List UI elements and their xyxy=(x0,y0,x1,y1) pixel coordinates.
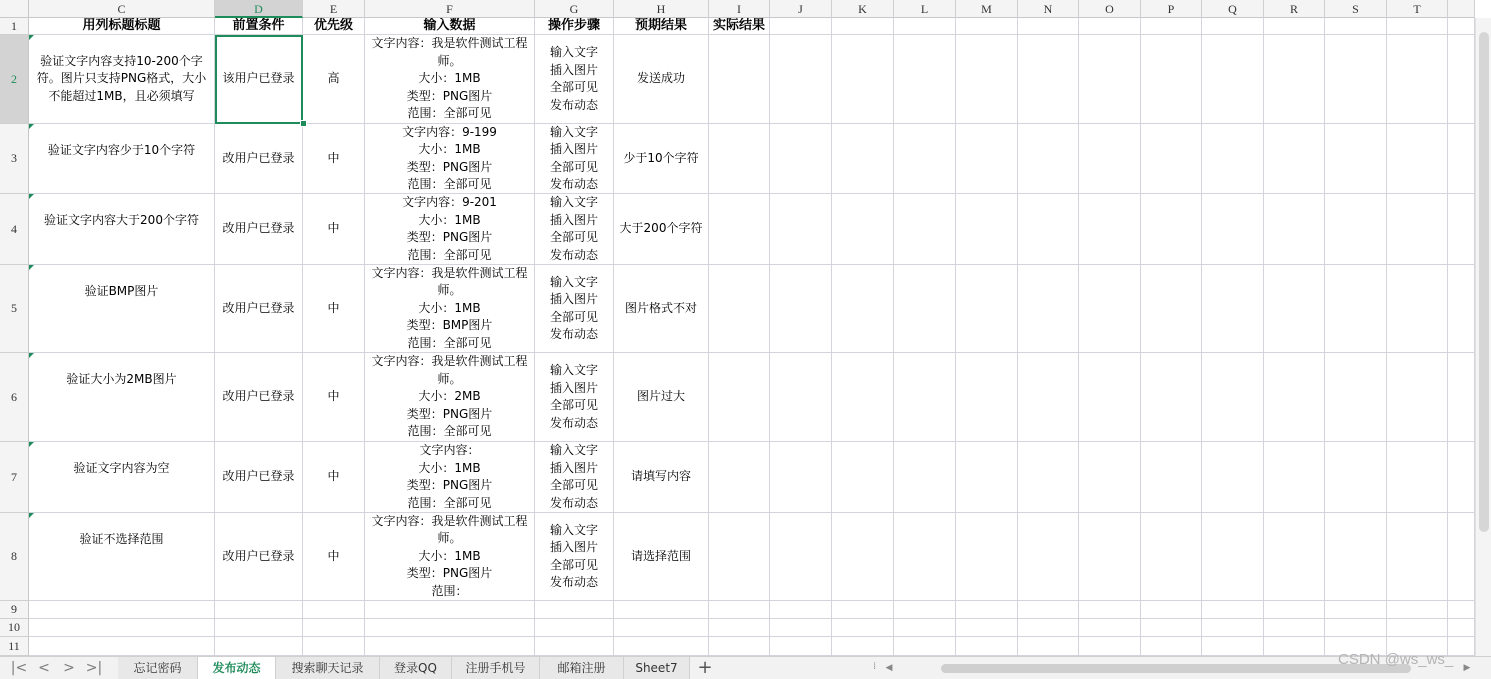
cell-l7[interactable] xyxy=(894,442,956,513)
cell-k11[interactable] xyxy=(832,637,894,656)
header-cell-1[interactable]: 前置条件 xyxy=(215,18,303,35)
precondition-cell-7[interactable]: 改用户已登录 xyxy=(215,442,303,513)
cell-k10[interactable] xyxy=(832,619,894,637)
cell-p8[interactable] xyxy=(1141,513,1202,601)
cell-n1[interactable] xyxy=(1018,18,1079,35)
cell-n9[interactable] xyxy=(1018,601,1079,619)
cell-blank1[interactable] xyxy=(1448,18,1475,35)
cell-s2[interactable] xyxy=(1325,35,1387,124)
title-cell-2[interactable]: 验证文字内容支持10-200个字符。图片只支持PNG格式，大小不能超过1MB，且必须填写 xyxy=(29,35,215,124)
expected-cell-5[interactable]: 图片格式不对 xyxy=(614,265,709,353)
cell-k4[interactable] xyxy=(832,194,894,265)
input-cell-7[interactable]: 文字内容： 大小：1MB 类型：PNG图片 范围：全部可见 xyxy=(365,442,535,513)
cell-i11[interactable] xyxy=(709,637,770,656)
cell-k6[interactable] xyxy=(832,353,894,442)
precondition-cell-5[interactable]: 改用户已登录 xyxy=(215,265,303,353)
cell-t9[interactable] xyxy=(1387,601,1448,619)
cell-l2[interactable] xyxy=(894,35,956,124)
cell-t8[interactable] xyxy=(1387,513,1448,601)
cell-blank5[interactable] xyxy=(1448,265,1475,353)
cell-k1[interactable] xyxy=(832,18,894,35)
input-cell-6[interactable]: 文字内容：我是软件测试工程师。 大小：2MB 类型：PNG图片 范围：全部可见 xyxy=(365,353,535,442)
cell-t1[interactable] xyxy=(1387,18,1448,35)
cell-o4[interactable] xyxy=(1079,194,1141,265)
precondition-cell-4[interactable]: 改用户已登录 xyxy=(215,194,303,265)
precondition-cell-6[interactable]: 改用户已登录 xyxy=(215,353,303,442)
cell-k9[interactable] xyxy=(832,601,894,619)
precondition-cell-2[interactable]: 该用户已登录 xyxy=(215,35,303,124)
cell-m5[interactable] xyxy=(956,265,1018,353)
cell-o6[interactable] xyxy=(1079,353,1141,442)
cell-e10[interactable] xyxy=(303,619,365,637)
cell-c10[interactable] xyxy=(29,619,215,637)
cell-m10[interactable] xyxy=(956,619,1018,637)
cell-r3[interactable] xyxy=(1264,124,1325,194)
cell-k8[interactable] xyxy=(832,513,894,601)
cell-j4[interactable] xyxy=(770,194,832,265)
cell-blank8[interactable] xyxy=(1448,513,1475,601)
watermark: CSDN @ws_ws_ xyxy=(1338,651,1454,668)
row-header-11[interactable]: 11 xyxy=(0,637,29,656)
cell-l10[interactable] xyxy=(894,619,956,637)
column-header-t[interactable]: T xyxy=(1387,0,1448,18)
cell-i9[interactable] xyxy=(709,601,770,619)
cell-s5[interactable] xyxy=(1325,265,1387,353)
column-header-q[interactable]: Q xyxy=(1202,0,1264,18)
row-header-5[interactable]: 5 xyxy=(0,265,29,353)
column-header-d[interactable]: D xyxy=(215,0,303,18)
column-header-f[interactable]: F xyxy=(365,0,535,18)
column-header-blank[interactable] xyxy=(1448,0,1475,18)
cell-p1[interactable] xyxy=(1141,18,1202,35)
cell-h11[interactable] xyxy=(614,637,709,656)
title-cell-8[interactable]: 验证不选择范围 xyxy=(29,513,215,601)
cell-s6[interactable] xyxy=(1325,353,1387,442)
cell-s10[interactable] xyxy=(1325,619,1387,637)
steps-cell-6[interactable]: 输入文字 插入图片 全部可见 发布动态 xyxy=(535,353,614,442)
cell-q7[interactable] xyxy=(1202,442,1264,513)
last-sheet-icon[interactable]: >| xyxy=(85,660,103,676)
fill-handle[interactable] xyxy=(300,120,307,127)
cell-p11[interactable] xyxy=(1141,637,1202,656)
input-cell-4[interactable]: 文字内容：9-201 大小：1MB 类型：PNG图片 范围：全部可见 xyxy=(365,194,535,265)
cell-m2[interactable] xyxy=(956,35,1018,124)
priority-cell-7[interactable]: 中 xyxy=(303,442,365,513)
title-cell-3[interactable]: 验证文字内容少于10个字符 xyxy=(29,124,215,194)
cell-n4[interactable] xyxy=(1018,194,1079,265)
cell-s9[interactable] xyxy=(1325,601,1387,619)
header-cell-2[interactable]: 优先级 xyxy=(303,18,365,35)
scroll-right-icon[interactable]: ▶ xyxy=(1463,663,1471,673)
row-header-9[interactable]: 9 xyxy=(0,601,29,619)
actual-cell-8[interactable] xyxy=(709,513,770,601)
cell-n2[interactable] xyxy=(1018,35,1079,124)
cell-blank7[interactable] xyxy=(1448,442,1475,513)
sheet-tab-6[interactable]: Sheet7 xyxy=(624,657,690,679)
cell-s1[interactable] xyxy=(1325,18,1387,35)
row-header-7[interactable]: 7 xyxy=(0,442,29,513)
cell-j7[interactable] xyxy=(770,442,832,513)
expected-cell-4[interactable]: 大于200个字符 xyxy=(614,194,709,265)
cell-p10[interactable] xyxy=(1141,619,1202,637)
cell-l6[interactable] xyxy=(894,353,956,442)
cell-k7[interactable] xyxy=(832,442,894,513)
expected-cell-8[interactable]: 请选择范围 xyxy=(614,513,709,601)
cell-i10[interactable] xyxy=(709,619,770,637)
select-all-corner[interactable] xyxy=(0,0,29,18)
sheet-tab-1[interactable]: 发布动态 xyxy=(198,657,276,679)
cell-t3[interactable] xyxy=(1387,124,1448,194)
cell-t5[interactable] xyxy=(1387,265,1448,353)
header-cell-3[interactable]: 输入数据 xyxy=(365,18,535,35)
cell-t4[interactable] xyxy=(1387,194,1448,265)
priority-cell-8[interactable]: 中 xyxy=(303,513,365,601)
cell-blank3[interactable] xyxy=(1448,124,1475,194)
title-cell-6[interactable]: 验证大小为2MB图片 xyxy=(29,353,215,442)
cell-r10[interactable] xyxy=(1264,619,1325,637)
priority-cell-4[interactable]: 中 xyxy=(303,194,365,265)
cell-l5[interactable] xyxy=(894,265,956,353)
cell-n10[interactable] xyxy=(1018,619,1079,637)
cell-s7[interactable] xyxy=(1325,442,1387,513)
cell-t10[interactable] xyxy=(1387,619,1448,637)
prev-sheet-icon[interactable]: < xyxy=(38,660,50,676)
first-sheet-icon[interactable]: |< xyxy=(10,660,28,676)
cell-p5[interactable] xyxy=(1141,265,1202,353)
expected-cell-3[interactable]: 少于10个字符 xyxy=(614,124,709,194)
cell-t2[interactable] xyxy=(1387,35,1448,124)
cell-m8[interactable] xyxy=(956,513,1018,601)
cell-j10[interactable] xyxy=(770,619,832,637)
column-header-o[interactable]: O xyxy=(1079,0,1141,18)
cell-g9[interactable] xyxy=(535,601,614,619)
column-header-s[interactable]: S xyxy=(1325,0,1387,18)
cell-m9[interactable] xyxy=(956,601,1018,619)
cell-m1[interactable] xyxy=(956,18,1018,35)
cell-q10[interactable] xyxy=(1202,619,1264,637)
cell-r9[interactable] xyxy=(1264,601,1325,619)
steps-cell-7[interactable]: 输入文字 插入图片 全部可见 发布动态 xyxy=(535,442,614,513)
cell-j6[interactable] xyxy=(770,353,832,442)
cell-k2[interactable] xyxy=(832,35,894,124)
cell-o1[interactable] xyxy=(1079,18,1141,35)
steps-cell-2[interactable]: 输入文字 插入图片 全部可见 发布动态 xyxy=(535,35,614,124)
row-header-3[interactable]: 3 xyxy=(0,124,29,194)
cell-f10[interactable] xyxy=(365,619,535,637)
header-cell-0[interactable]: 用列标题标题 xyxy=(29,18,215,35)
priority-cell-2[interactable]: 高 xyxy=(303,35,365,124)
steps-cell-4[interactable]: 输入文字 插入图片 全部可见 发布动态 xyxy=(535,194,614,265)
cell-o9[interactable] xyxy=(1079,601,1141,619)
actual-cell-7[interactable] xyxy=(709,442,770,513)
cell-f9[interactable] xyxy=(365,601,535,619)
scroll-left-icon[interactable]: ◀ xyxy=(885,663,893,673)
cell-q8[interactable] xyxy=(1202,513,1264,601)
cell-r6[interactable] xyxy=(1264,353,1325,442)
row-header-6[interactable]: 6 xyxy=(0,353,29,442)
scroll-split-handle[interactable]: ⁞ xyxy=(873,661,877,672)
input-cell-8[interactable]: 文字内容：我是软件测试工程师。 大小：1MB 类型：PNG图片 范围： xyxy=(365,513,535,601)
cell-j8[interactable] xyxy=(770,513,832,601)
cell-o2[interactable] xyxy=(1079,35,1141,124)
cell-s3[interactable] xyxy=(1325,124,1387,194)
cell-blank2[interactable] xyxy=(1448,35,1475,124)
column-header-n[interactable]: N xyxy=(1018,0,1079,18)
precondition-cell-3[interactable]: 改用户已登录 xyxy=(215,124,303,194)
cell-j11[interactable] xyxy=(770,637,832,656)
cell-q2[interactable] xyxy=(1202,35,1264,124)
header-cell-4[interactable]: 操作步骤 xyxy=(535,18,614,35)
column-header-g[interactable]: G xyxy=(535,0,614,18)
cell-f11[interactable] xyxy=(365,637,535,656)
column-header-p[interactable]: P xyxy=(1141,0,1202,18)
cell-l9[interactable] xyxy=(894,601,956,619)
cell-n8[interactable] xyxy=(1018,513,1079,601)
cell-blank4[interactable] xyxy=(1448,194,1475,265)
actual-cell-2[interactable] xyxy=(709,35,770,124)
cell-r2[interactable] xyxy=(1264,35,1325,124)
cell-p4[interactable] xyxy=(1141,194,1202,265)
column-header-k[interactable]: K xyxy=(832,0,894,18)
steps-cell-3[interactable]: 输入文字 插入图片 全部可见 发布动态 xyxy=(535,124,614,194)
row-header-4[interactable]: 4 xyxy=(0,194,29,265)
cell-o11[interactable] xyxy=(1079,637,1141,656)
steps-cell-5[interactable]: 输入文字 插入图片 全部可见 发布动态 xyxy=(535,265,614,353)
input-cell-2[interactable]: 文字内容：我是软件测试工程师。 大小：1MB 类型：PNG图片 范围：全部可见 xyxy=(365,35,535,124)
row-header-8[interactable]: 8 xyxy=(0,513,29,601)
cell-r11[interactable] xyxy=(1264,637,1325,656)
title-cell-7[interactable]: 验证文字内容为空 xyxy=(29,442,215,513)
cell-o3[interactable] xyxy=(1079,124,1141,194)
title-cell-4[interactable]: 验证文字内容大于200个字符 xyxy=(29,194,215,265)
expected-cell-7[interactable]: 请填写内容 xyxy=(614,442,709,513)
cell-p6[interactable] xyxy=(1141,353,1202,442)
sheet-tab-2[interactable]: 搜索聊天记录 xyxy=(276,657,380,679)
cell-g10[interactable] xyxy=(535,619,614,637)
steps-cell-8[interactable]: 输入文字 插入图片 全部可见 发布动态 xyxy=(535,513,614,601)
cell-blank9[interactable] xyxy=(1448,601,1475,619)
cell-m11[interactable] xyxy=(956,637,1018,656)
cell-j9[interactable] xyxy=(770,601,832,619)
cell-q11[interactable] xyxy=(1202,637,1264,656)
cell-n6[interactable] xyxy=(1018,353,1079,442)
cell-s8[interactable] xyxy=(1325,513,1387,601)
cell-j1[interactable] xyxy=(770,18,832,35)
row-header-10[interactable]: 10 xyxy=(0,619,29,637)
cell-p7[interactable] xyxy=(1141,442,1202,513)
actual-cell-3[interactable] xyxy=(709,124,770,194)
cell-h10[interactable] xyxy=(614,619,709,637)
cell-e11[interactable] xyxy=(303,637,365,656)
cell-e9[interactable] xyxy=(303,601,365,619)
header-cell-6[interactable]: 实际结果 xyxy=(709,18,770,35)
cell-q4[interactable] xyxy=(1202,194,1264,265)
cell-q9[interactable] xyxy=(1202,601,1264,619)
cell-r4[interactable] xyxy=(1264,194,1325,265)
column-header-l[interactable]: L xyxy=(894,0,956,18)
cell-k3[interactable] xyxy=(832,124,894,194)
cell-o10[interactable] xyxy=(1079,619,1141,637)
add-sheet-button[interactable]: + xyxy=(697,657,713,678)
sheet-tab-bar xyxy=(0,656,1491,679)
cell-h9[interactable] xyxy=(614,601,709,619)
expected-cell-6[interactable]: 图片过大 xyxy=(614,353,709,442)
cell-s4[interactable] xyxy=(1325,194,1387,265)
priority-cell-3[interactable]: 中 xyxy=(303,124,365,194)
actual-cell-5[interactable] xyxy=(709,265,770,353)
sheet-tab-0[interactable]: 忘记密码 xyxy=(118,657,198,679)
column-header-e[interactable]: E xyxy=(303,0,365,18)
cell-l11[interactable] xyxy=(894,637,956,656)
expected-cell-2[interactable]: 发送成功 xyxy=(614,35,709,124)
column-header-h[interactable]: H xyxy=(614,0,709,18)
cell-m4[interactable] xyxy=(956,194,1018,265)
cell-r8[interactable] xyxy=(1264,513,1325,601)
priority-cell-5[interactable]: 中 xyxy=(303,265,365,353)
cell-p2[interactable] xyxy=(1141,35,1202,124)
sheet-tab-5[interactable]: 邮箱注册 xyxy=(540,657,624,679)
input-cell-5[interactable]: 文字内容：我是软件测试工程师。 大小：1MB 类型：BMP图片 范围：全部可见 xyxy=(365,265,535,353)
cell-k5[interactable] xyxy=(832,265,894,353)
cell-j2[interactable] xyxy=(770,35,832,124)
actual-cell-4[interactable] xyxy=(709,194,770,265)
column-header-r[interactable]: R xyxy=(1264,0,1325,18)
cell-blank6[interactable] xyxy=(1448,353,1475,442)
cell-t7[interactable] xyxy=(1387,442,1448,513)
vertical-scroll-thumb[interactable] xyxy=(1479,32,1489,532)
cell-r7[interactable] xyxy=(1264,442,1325,513)
next-sheet-icon[interactable]: > xyxy=(63,660,75,676)
cell-q5[interactable] xyxy=(1202,265,1264,353)
actual-cell-6[interactable] xyxy=(709,353,770,442)
cell-l1[interactable] xyxy=(894,18,956,35)
cell-l3[interactable] xyxy=(894,124,956,194)
cell-o5[interactable] xyxy=(1079,265,1141,353)
column-header-i[interactable]: I xyxy=(709,0,770,18)
cell-q6[interactable] xyxy=(1202,353,1264,442)
cell-l8[interactable] xyxy=(894,513,956,601)
column-header-c[interactable]: C xyxy=(29,0,215,18)
cell-d9[interactable] xyxy=(215,601,303,619)
priority-cell-6[interactable]: 中 xyxy=(303,353,365,442)
cell-l4[interactable] xyxy=(894,194,956,265)
cell-c11[interactable] xyxy=(29,637,215,656)
precondition-cell-8[interactable]: 改用户已登录 xyxy=(215,513,303,601)
row-header-1[interactable]: 1 xyxy=(0,18,29,35)
cell-j3[interactable] xyxy=(770,124,832,194)
cell-m7[interactable] xyxy=(956,442,1018,513)
cell-p9[interactable] xyxy=(1141,601,1202,619)
input-cell-3[interactable]: 文字内容：9-199 大小：1MB 类型：PNG图片 范围：全部可见 xyxy=(365,124,535,194)
cell-o7[interactable] xyxy=(1079,442,1141,513)
cell-blank10[interactable] xyxy=(1448,619,1475,637)
cell-n7[interactable] xyxy=(1018,442,1079,513)
cell-d10[interactable] xyxy=(215,619,303,637)
cell-j5[interactable] xyxy=(770,265,832,353)
column-header-j[interactable]: J xyxy=(770,0,832,18)
cell-n3[interactable] xyxy=(1018,124,1079,194)
sheet-tab-4[interactable]: 注册手机号 xyxy=(452,657,540,679)
cell-d11[interactable] xyxy=(215,637,303,656)
cell-m3[interactable] xyxy=(956,124,1018,194)
column-header-m[interactable]: M xyxy=(956,0,1018,18)
cell-g11[interactable] xyxy=(535,637,614,656)
cell-m6[interactable] xyxy=(956,353,1018,442)
cell-p3[interactable] xyxy=(1141,124,1202,194)
row-header-2[interactable]: 2 xyxy=(0,35,29,124)
cell-q3[interactable] xyxy=(1202,124,1264,194)
header-cell-5[interactable]: 预期结果 xyxy=(614,18,709,35)
sheet-tab-3[interactable]: 登录QQ xyxy=(380,657,452,679)
title-cell-5[interactable]: 验证BMP图片 xyxy=(29,265,215,353)
cell-r1[interactable] xyxy=(1264,18,1325,35)
cell-o8[interactable] xyxy=(1079,513,1141,601)
cell-n5[interactable] xyxy=(1018,265,1079,353)
cell-r5[interactable] xyxy=(1264,265,1325,353)
cell-c9[interactable] xyxy=(29,601,215,619)
cell-n11[interactable] xyxy=(1018,637,1079,656)
vertical-scrollbar[interactable] xyxy=(1475,18,1491,656)
cell-q1[interactable] xyxy=(1202,18,1264,35)
cell-t6[interactable] xyxy=(1387,353,1448,442)
